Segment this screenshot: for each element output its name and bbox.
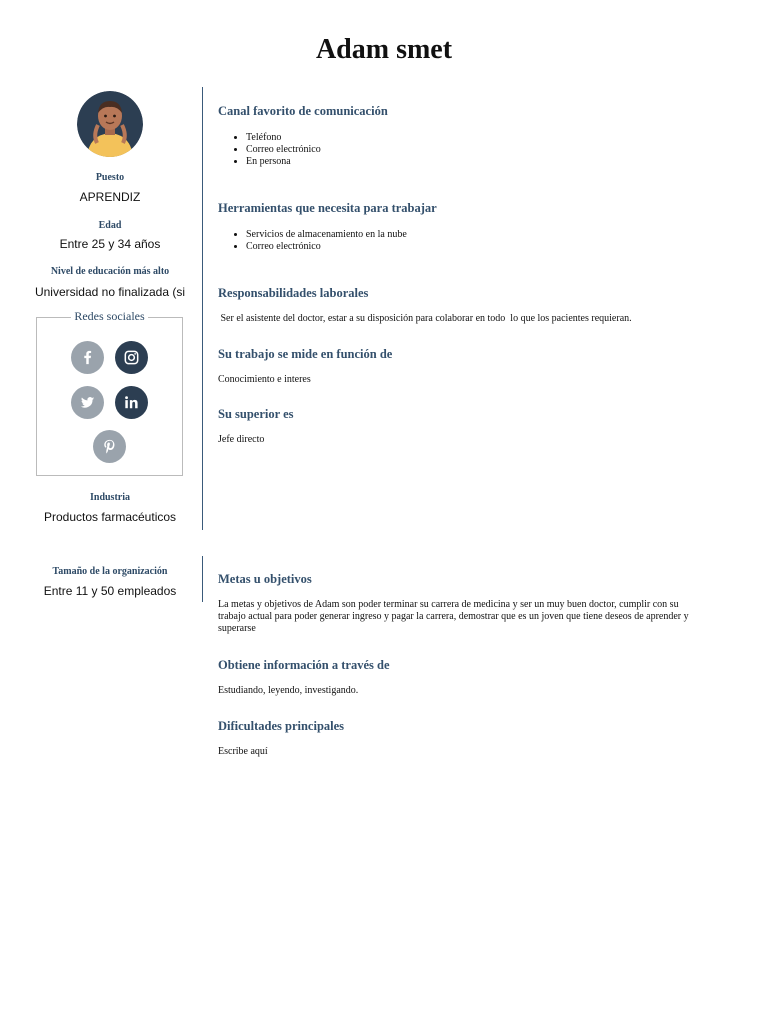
page-title: Adam smet — [315, 34, 453, 65]
column-divider-top — [202, 87, 203, 530]
metas-heading: Metas u objetivos — [218, 572, 312, 586]
puesto-value: APRENDIZ — [79, 190, 141, 204]
list-item: • Teléfono — [246, 132, 321, 144]
educacion-label: Nivel de educación más alto — [50, 266, 170, 277]
list-item: • Correo electrónico — [246, 241, 407, 253]
superior-heading: Su superior es — [218, 407, 294, 421]
puesto-label: Puesto — [95, 172, 125, 183]
herramientas-list — [218, 229, 407, 253]
industria-label: Industria — [89, 492, 130, 503]
edad-label: Edad — [98, 220, 122, 231]
dificultades-heading: Dificultades principales — [218, 719, 345, 733]
column-divider-bottom — [202, 556, 203, 602]
metas-text: La metas y objetivos de Adam son poder terminar su carrera de medicina y ser un muy buen doctor, cumplir con su trabajo actual para poder generar ingreso y pagar la carrera, demostrar que es un joven que tiene deseos de aprender y superarse — [218, 599, 689, 634]
facebook-icon[interactable] — [71, 341, 104, 374]
edad-value: Entre 25 y 34 años — [59, 237, 161, 251]
herramientas-heading: Herramientas que necesita para trabajar — [218, 201, 437, 215]
responsabilidades-text: Ser el asistente del doctor, estar a su disposición para colaborar en todo lo que los pacientes requieran. — [218, 313, 632, 324]
pinterest-icon[interactable] — [93, 430, 126, 463]
dificultades-text[interactable]: Escribe aquí — [218, 746, 268, 757]
avatar — [77, 91, 143, 157]
twitter-icon[interactable] — [71, 386, 104, 419]
superior-text: Jefe directo — [218, 434, 265, 445]
instagram-icon[interactable] — [115, 341, 148, 374]
medida-text: Conocimiento e interes — [218, 374, 311, 385]
list-item: • Servicios de almacenamiento en la nube — [246, 229, 407, 241]
list-item: • Correo electrónico — [246, 144, 321, 156]
educacion-value: Universidad no finalizada (si — [34, 285, 186, 299]
tamano-label: Tamaño de la organización — [52, 566, 168, 577]
informacion-heading: Obtiene información a través de — [218, 658, 390, 672]
canal-heading: Canal favorito de comunicación — [218, 104, 388, 118]
list-item: • En persona — [246, 156, 321, 168]
medida-heading: Su trabajo se mide en función de — [218, 347, 393, 361]
social-title — [36, 309, 183, 324]
social-title-text: Redes sociales — [71, 309, 147, 323]
linkedin-icon[interactable] — [115, 386, 148, 419]
industria-value: Productos farmacéuticos — [43, 510, 177, 524]
responsabilidades-heading: Responsabilidades laborales — [218, 286, 369, 300]
tamano-value: Entre 11 y 50 empleados — [43, 584, 177, 598]
canal-list — [218, 132, 321, 168]
informacion-text: Estudiando, leyendo, investigando. — [218, 685, 359, 696]
